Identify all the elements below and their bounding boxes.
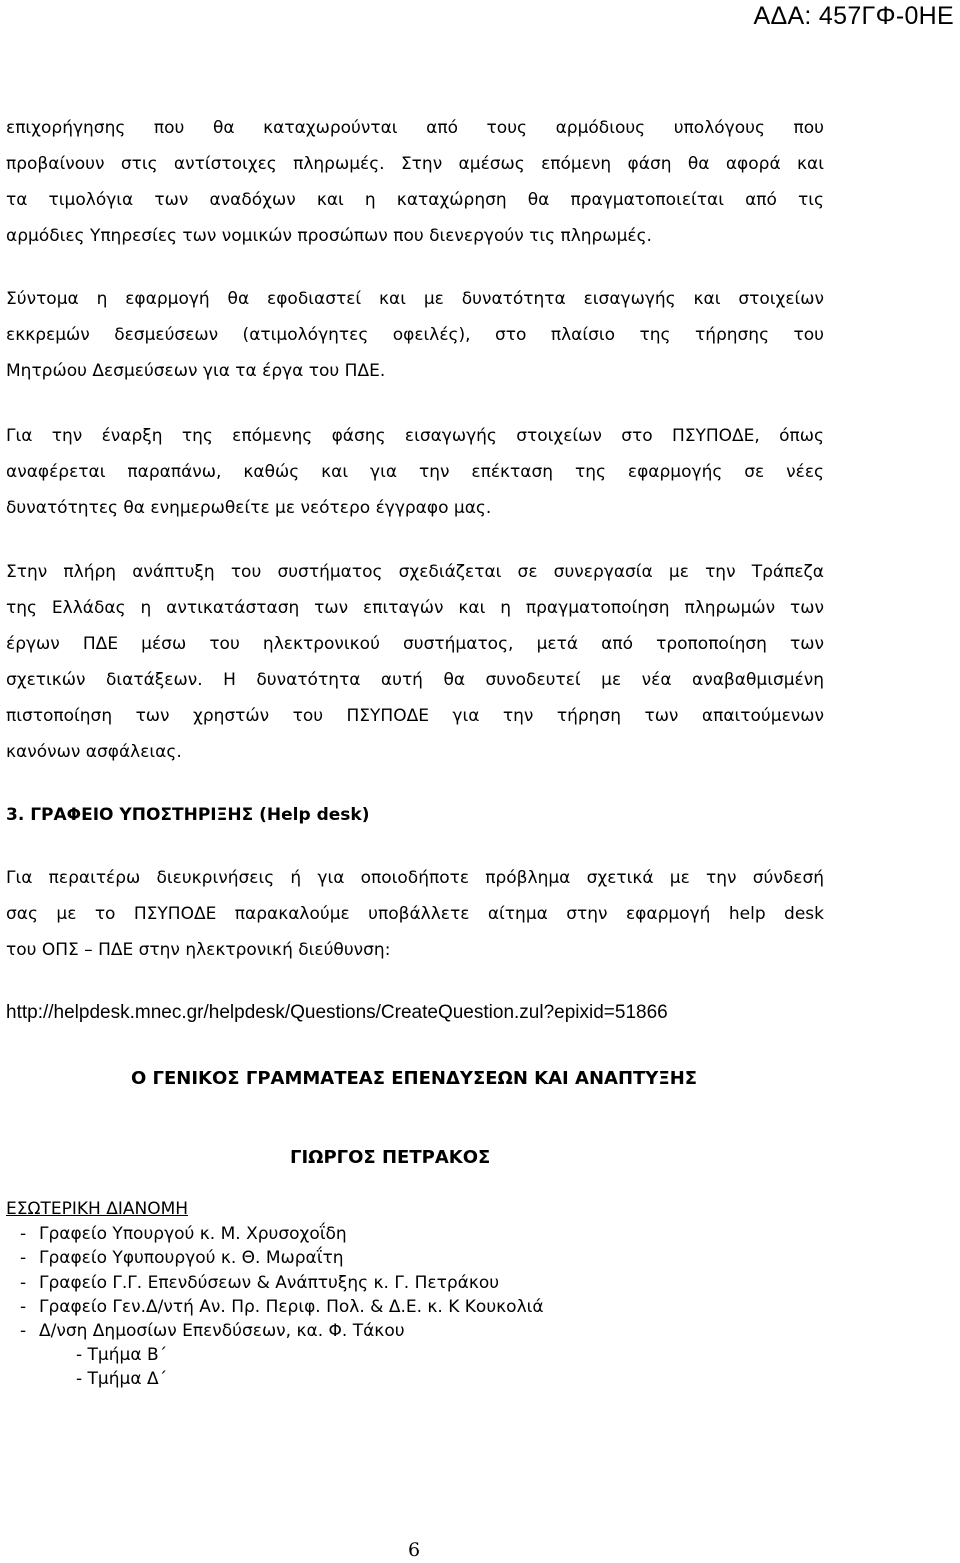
signatory-name: ΓΙΩΡΓΟΣ ΠΕΤΡΑΚΟΣ	[290, 1147, 491, 1168]
help-desk-url[interactable]: http://helpdesk.mnec.gr/helpdesk/Questions/CreateQuestion.zul?epixid=51866	[6, 1002, 668, 1023]
text-line: Για περαιτέρω διευκρινήσεις ή για οποιοδήποτε πρόβλημα σχετικά με την σύνδεσή	[6, 868, 824, 888]
list-item	[20, 1271, 544, 1295]
paragraph-4	[6, 554, 824, 770]
distribution-list	[20, 1222, 544, 1343]
text-line: του ΟΠΣ – ΠΔΕ στην ηλεκτρονική διεύθυνση:	[6, 940, 391, 960]
page-number: 6	[407, 1539, 421, 1561]
text-line: τα τιμολόγια των αναδόχων και η καταχώρηση θα πραγματοποιείται από τις	[6, 190, 824, 210]
text-line: αναφέρεται παραπάνω, καθώς και για την επέκταση της εφαρμογής σε νέες	[6, 462, 824, 482]
help-desk-paragraph	[6, 860, 824, 968]
text-line: Στην πλήρη ανάπτυξη του συστήματος σχεδιάζεται σε συνεργασία με την Τράπεζα	[6, 562, 824, 582]
text-line: εκκρεμών δεσμεύσεων (ατιμολόγητες οφειλές), στο πλαίσιο της τήρησης του	[6, 325, 824, 345]
text-line: πιστοποίηση των χρηστών του ΠΣΥΠΟΔΕ για την τήρηση των απαιτούμενων	[6, 706, 824, 726]
text-line: κανόνων ασφάλειας.	[6, 742, 182, 762]
sublist-item: - Τμήμα Β΄	[76, 1345, 168, 1365]
text-line: έργων ΠΔΕ μέσω του ηλεκτρονικού συστήματος, μετά από τροποποίηση των	[6, 634, 824, 654]
paragraph-3	[6, 418, 824, 526]
text-line: προβαίνουν στις αντίστοιχες πληρωμές. Στην αμέσως επόμενη φάση θα αφορά και	[6, 154, 824, 174]
text-line: σχετικών διατάξεων. Η δυνατότητα αυτή θα συνοδευτεί με νέα αναβαθμισμένη	[6, 670, 824, 690]
list-item	[20, 1246, 544, 1270]
signatory-title: Ο ΓΕΝΙΚΟΣ ΓΡΑΜΜΑΤΕΑΣ ΕΠΕΝΔΥΣΕΩΝ ΚΑΙ ΑΝΑΠΤΥΞΗΣ	[130, 1068, 698, 1089]
paragraph-1	[6, 110, 824, 254]
list-dash: -	[20, 1272, 27, 1293]
list-item	[20, 1295, 544, 1319]
paragraph-2	[6, 281, 824, 389]
list-dash: -	[20, 1248, 27, 1269]
distribution-title: ΕΣΩΤΕΡΙΚΗ ΔΙΑΝΟΜΗ	[6, 1199, 189, 1219]
text-line: Μητρώου Δεσμεύσεων για τα έργα του ΠΔΕ.	[6, 361, 386, 381]
list-dash: -	[20, 1321, 27, 1342]
text-line: Σύντομα η εφαρμογή θα εφοδιαστεί και με δυνατότητα εισαγωγής και στοιχείων	[6, 289, 824, 309]
text-line: της Ελλάδας η αντικατάσταση των επιταγών και η πραγματοποίηση πληρωμών των	[6, 598, 824, 618]
distribution-sublist	[76, 1343, 167, 1392]
text-line: σας με το ΠΣΥΠΟΔΕ παρακαλούμε υποβάλλετε αίτημα στην εφαρμογή help desk	[6, 904, 824, 924]
list-item	[20, 1319, 544, 1343]
list-dash: -	[20, 1224, 27, 1244]
text-line: αρμόδιες Υπηρεσίες των νομικών προσώπων που διενεργούν τις πληρωμές.	[6, 226, 652, 246]
text-line: δυνατότητες θα ενημερωθείτε με νεότερο έγγραφο μας.	[6, 498, 492, 518]
ada-identifier: ΑΔΑ: 457ΓΦ-0ΗΕ	[753, 2, 954, 30]
list-item-text: Γραφείο Γεν.Δ/ντή Αν. Πρ. Περιφ. Πολ. & Δ.Ε. κ. Κ Κουκολιά	[39, 1296, 544, 1317]
list-item-text: Γραφείο Υφυπουργού κ. Θ. Μωραΐτη	[39, 1248, 344, 1269]
list-dash: -	[20, 1296, 27, 1317]
text-line: Για την έναρξη της επόμενης φάσης εισαγωγής στοιχείων στο ΠΣΥΠΟΔΕ, όπως	[6, 426, 824, 446]
sublist-item: - Τμήμα Δ΄	[76, 1369, 168, 1390]
text-line: επιχορήγησης που θα καταχωρούνται από τους αρμόδιους υπολόγους που	[6, 118, 824, 138]
list-item-text: Γραφείο Γ.Γ. Επενδύσεων & Ανάπτυξης κ. Γ. Πετράκου	[39, 1272, 500, 1293]
list-item	[20, 1222, 544, 1246]
list-item-text: Γραφείο Υπουργού κ. Μ. Χρυσοχοΐδη	[39, 1224, 347, 1244]
list-item-text: Δ/νση Δημοσίων Επενδύσεων, κα. Φ. Τάκου	[39, 1321, 405, 1342]
section-heading: 3. ΓΡΑΦΕΙΟ ΥΠΟΣΤΗΡΙΞΗΣ (Help desk)	[6, 805, 370, 825]
